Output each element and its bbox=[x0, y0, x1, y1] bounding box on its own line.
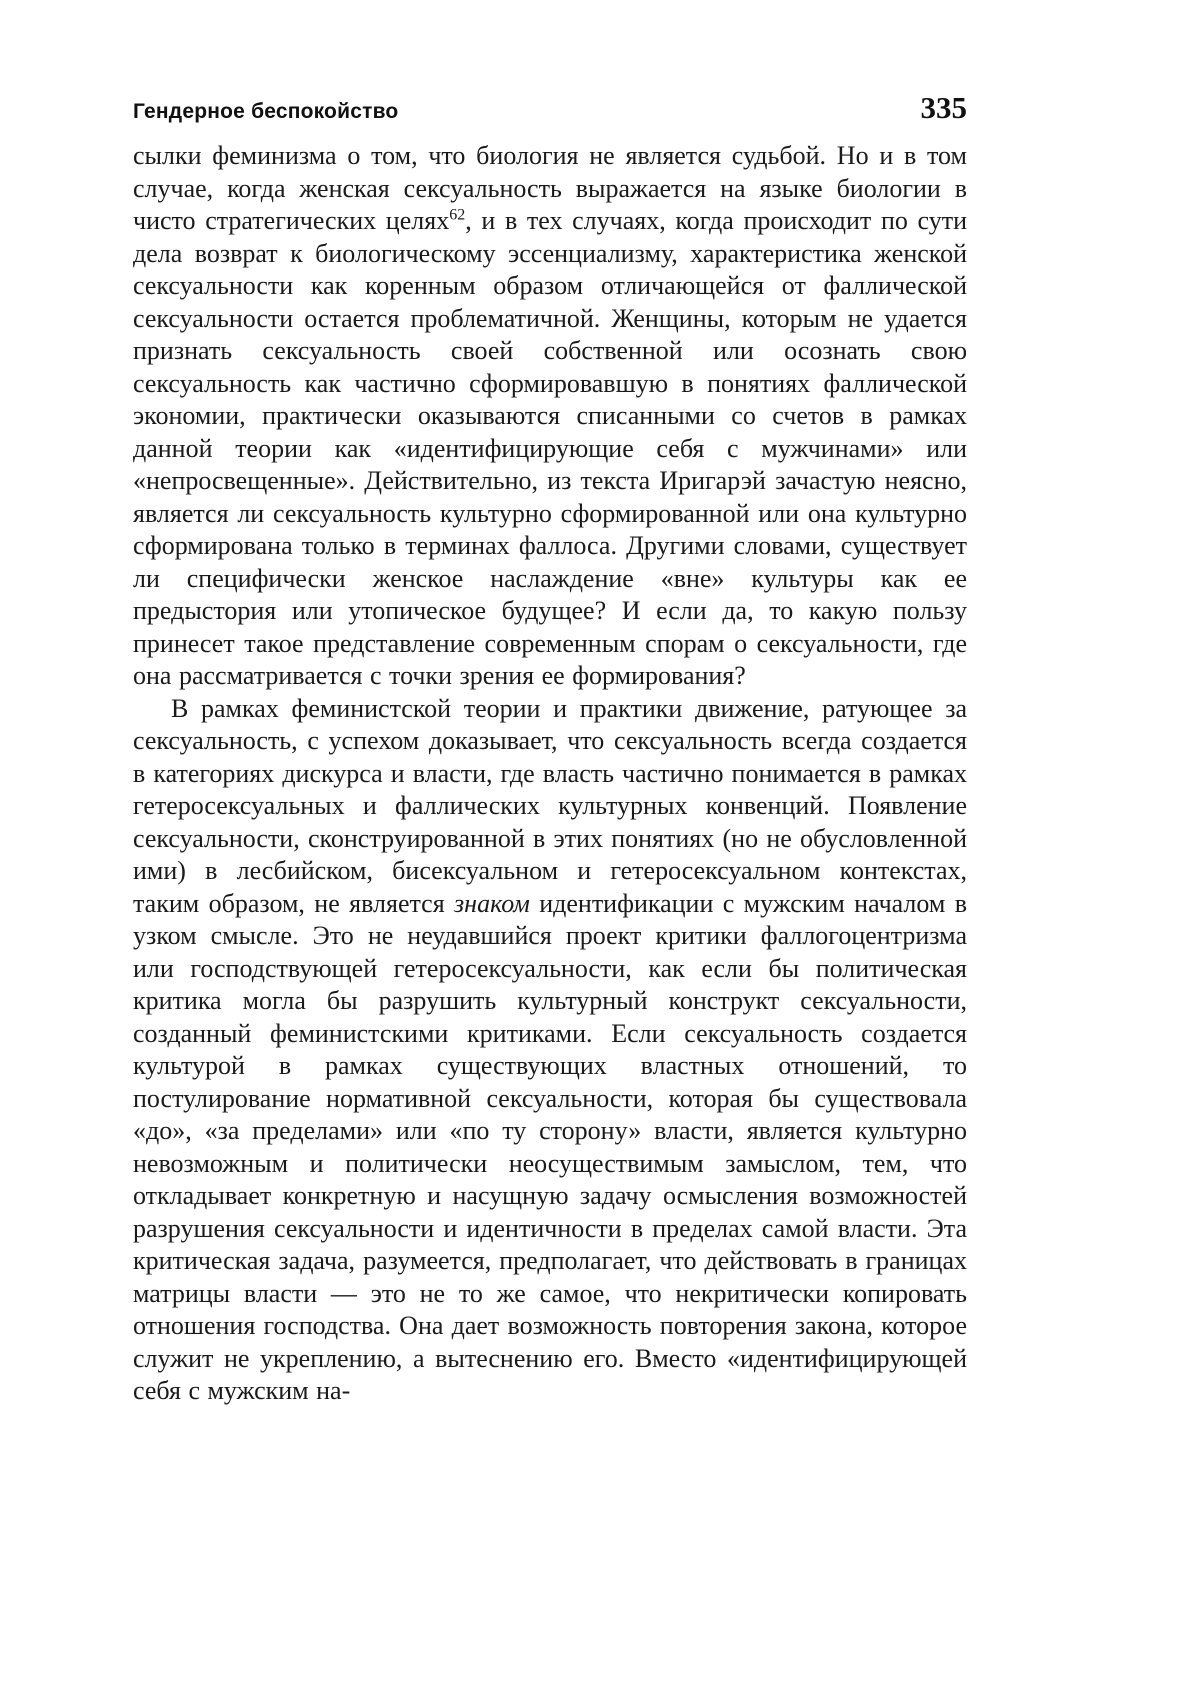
italic-text: знаком bbox=[454, 888, 530, 918]
running-title: Гендерное беспокойство bbox=[133, 100, 399, 123]
text-segment: сылки феминизма о том, что биология не является судьбой. Но и в том случае, когда женская сексуальность выражается на языке биологии в чисто стратегических целях bbox=[133, 141, 967, 235]
text-segment: , и в тех случаях, когда происходит по сути дела возврат к биологическому эссенциализму, характеристика женской сексуальности как коренным образом отличающейся от фаллической сексуальности остается проблематичной. Женщины, которым не удается признать сексуальность своей собственной или осознать свою сексуальность как частично сформировавшую в понятиях фаллической экономии, практически оказываются списанными со счетов в рамках данной теории как «идентифицирующие себя с мужчинами» или «непросвещенные». Действительно, из текста Иригарэй зачастую неясно, является ли сексуальность культурно сформированной или она культурно сформирована только в терминах фаллоса. Другими словами, существует ли специфически женское наслаждение «вне» культуры как ее предыстория или утопическое будущее? И если да, то какую пользу принесет такое представление современным спорам о сексуальности, где она рассматривается с точки зрения ее формирования? bbox=[133, 206, 968, 690]
paragraph bbox=[133, 693, 967, 1408]
text-segment: идентификации с мужским началом в узком смысле. Это не неудавшийся проект критики фаллогоцентризма или господствующей гетеросексуальности, как если бы политическая критика могла бы разрушить культурный конструкт сексуальности, созданный феминистскими критиками. Если сексуальность создается культурой в рамках существующих властных отношений, то постулирование нормативной сексуальности, которая бы существовала «до», «за пределами» или «по ту сторону» власти, является культурно невозможным и политически неосуществимым замыслом, тем, что откладывает конкретную и насущную задачу осмысления возможностей разрушения сексуальности и идентичности в пределах самой власти. Эта критическая задача, разумеется, предполагает, что действовать в границах матрицы власти — это не то же самое, что некритически копировать отношения господства. Она дает возможность повторения закона, которое служит не укреплению, а вытеснению его. Вместо «идентифицирующей себя с мужским на- bbox=[133, 888, 967, 1405]
page-number: 335 bbox=[920, 90, 967, 125]
page-header bbox=[133, 90, 967, 126]
page-body bbox=[133, 140, 967, 1408]
paragraph bbox=[133, 140, 967, 693]
text-segment: В рамках феминистской теории и практики движение, ратующее за сексуальность, с успехом доказывает, что сексуальность всегда создается в категориях дискурса и власти, где власть частично понимается в рамках гетеросексуальных и фаллических культурных конвенций. Появление сексуальности, сконструированной в этих понятиях (но не обусловленной ими) в лесбийском, бисексуальном и гетеросексуальном контекстах, таким образом, не является bbox=[133, 693, 967, 918]
footnote-reference: 62 bbox=[449, 206, 466, 224]
